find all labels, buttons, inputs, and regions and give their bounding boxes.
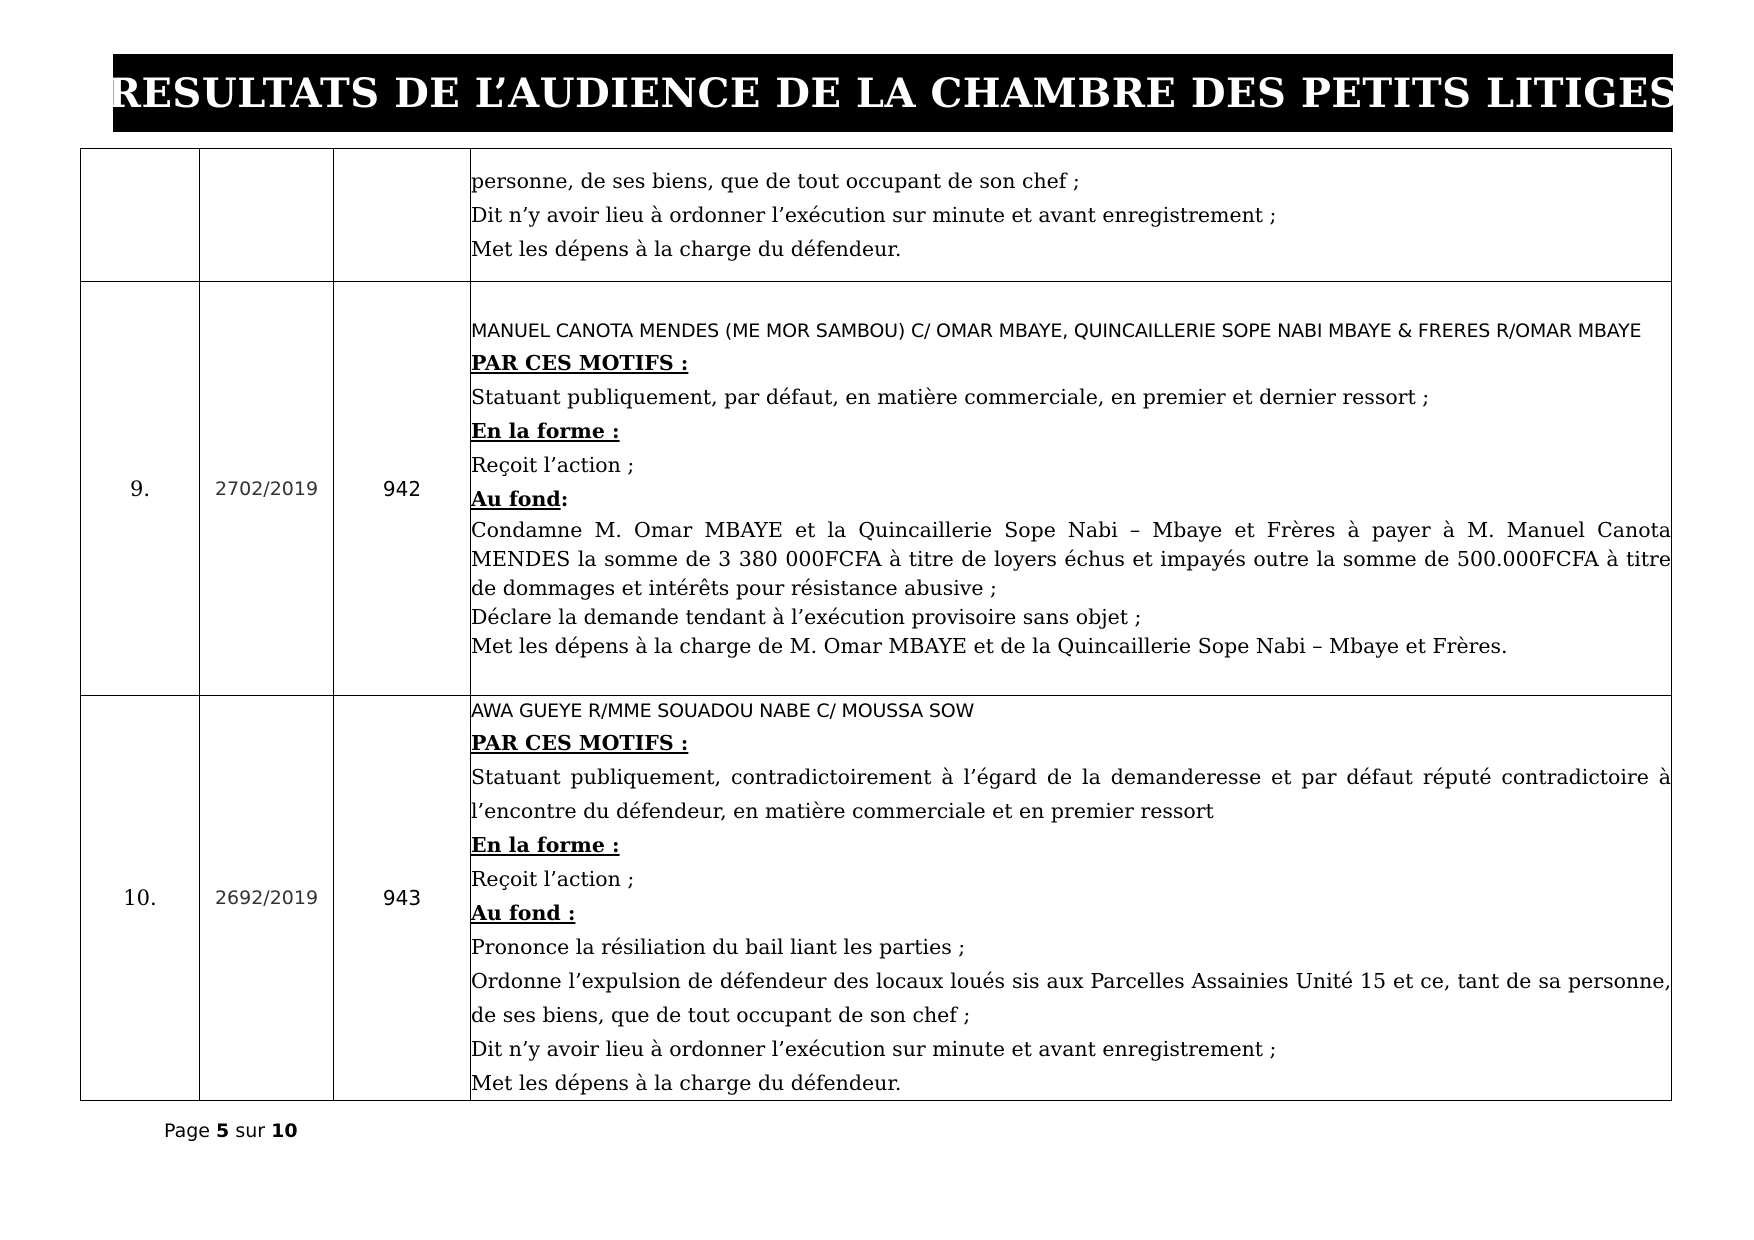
fond-heading-text: Au fond bbox=[471, 487, 561, 511]
rg-number: 2702/2019 bbox=[200, 282, 334, 696]
recoit-line: Reçoit l’action ; bbox=[471, 453, 635, 477]
forme-heading: En la forme : bbox=[471, 833, 620, 857]
fond-heading: Au fond : bbox=[471, 901, 576, 925]
decision-cell bbox=[471, 149, 1672, 282]
fond-heading bbox=[471, 482, 1671, 516]
fond-heading-colon: : bbox=[560, 487, 569, 511]
decision-cell bbox=[471, 696, 1672, 1101]
declare-line: Déclare la demande tendant à l’exécution provisoire sans objet ; bbox=[471, 605, 1142, 629]
decision-cell bbox=[471, 282, 1672, 696]
page-title: RESULTATS DE L’AUDIENCE DE LA CHAMBRE DES PETITS LITIGES bbox=[107, 69, 1679, 117]
recoit-line: Reçoit l’action ; bbox=[471, 867, 635, 891]
header-banner bbox=[107, 54, 1679, 132]
page-footer bbox=[164, 1120, 298, 1142]
page-word: Page bbox=[164, 1120, 210, 1142]
rg-number-cell bbox=[200, 149, 334, 282]
case-number: 9. bbox=[81, 282, 200, 696]
decision-line: Met les dépens à la charge du défendeur. bbox=[471, 237, 902, 261]
repertoire-cell bbox=[334, 149, 471, 282]
depens-line: Met les dépens à la charge du défendeur. bbox=[471, 1071, 902, 1095]
prononce-line: Prononce la résiliation du bail liant les parties ; bbox=[471, 935, 966, 959]
table-row bbox=[81, 282, 1672, 696]
rg-number: 2692/2019 bbox=[200, 696, 334, 1101]
motifs-heading: PAR CES MOTIFS : bbox=[471, 351, 689, 375]
ordonne-paragraph: Ordonne l’expulsion de défendeur des locaux loués sis aux Parcelles Assainies Unité 15 et ce, tant de sa personne, de ses biens, que de tout occupant de son chef ; bbox=[471, 969, 1671, 1027]
of-word: sur bbox=[235, 1120, 266, 1142]
repertoire-number: 943 bbox=[334, 696, 471, 1101]
repertoire-number: 942 bbox=[334, 282, 471, 696]
forme-heading: En la forme : bbox=[471, 419, 620, 443]
motifs-heading: PAR CES MOTIFS : bbox=[471, 731, 689, 755]
statuant-line: Statuant publiquement, par défaut, en matière commerciale, en premier et dernier ressort ; bbox=[471, 385, 1430, 409]
table-row bbox=[81, 149, 1672, 282]
condamne-paragraph: Condamne M. Omar MBAYE et la Quincaillerie Sope Nabi – Mbaye et Frères à payer à M. Manuel Canota MENDES la somme de 3 380 000FCFA à titre de loyers échus et impayés outre la somme de 500.000FCFA à titre de dommages et intérêts pour résistance abusive ; bbox=[471, 518, 1671, 600]
decision-line: Dit n’y avoir lieu à ordonner l’exécution sur minute et avant enregistrement ; bbox=[471, 203, 1277, 227]
dit-line: Dit n’y avoir lieu à ordonner l’exécution sur minute et avant enregistrement ; bbox=[471, 1037, 1277, 1061]
statuant-paragraph: Statuant publiquement, contradictoirement à l’égard de la demanderesse et par défaut réputé contradictoire à l’encontre du défendeur, en matière commerciale et en premier ressort bbox=[471, 765, 1671, 823]
page-number: 5 bbox=[216, 1120, 230, 1142]
case-number-cell bbox=[81, 149, 200, 282]
decision-line: personne, de ses biens, que de tout occupant de son chef ; bbox=[471, 169, 1080, 193]
case-number: 10. bbox=[81, 696, 200, 1101]
parties: AWA GUEYE R/MME SOUADOU NABE C/ MOUSSA SOW bbox=[471, 700, 975, 722]
table-row bbox=[81, 696, 1672, 1101]
total-pages: 10 bbox=[271, 1120, 298, 1142]
results-table bbox=[80, 148, 1672, 1101]
depens-line: Met les dépens à la charge de M. Omar MBAYE et de la Quincaillerie Sope Nabi – Mbaye et Frères. bbox=[471, 634, 1508, 658]
parties: MANUEL CANOTA MENDES (ME MOR SAMBOU) C/ OMAR MBAYE, QUINCAILLERIE SOPE NABI MBAYE & FRERES R/OMAR MBAYE bbox=[471, 320, 1642, 342]
